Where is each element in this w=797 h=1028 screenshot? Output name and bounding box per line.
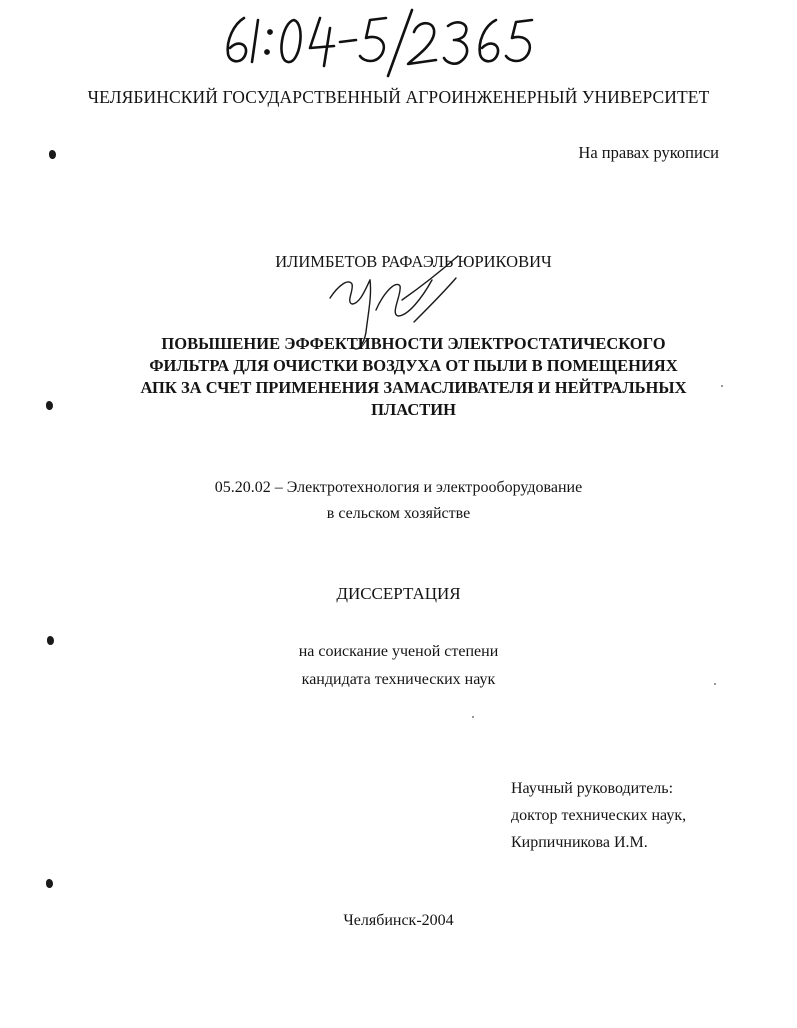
title-line: ПЛАСТИН [371,400,456,419]
scan-speck [721,385,723,387]
university-name: ЧЕЛЯБИНСКИЙ ГОСУДАРСТВЕННЫЙ АГРОИНЖЕНЕРНЫЙ УНИВЕРСИТЕТ [87,87,710,107]
specialty-line-2: в сельском хозяйстве [326,505,471,522]
binding-hole-mark [49,150,56,159]
degree-purpose [0,638,797,694]
document-type: ДИССЕРТАЦИЯ [336,584,461,603]
city-and-year: Челябинск-2004 [343,912,454,929]
manuscript-rights-note: На правах рукописи [578,143,719,162]
scan-speck [472,716,474,718]
binding-hole-mark [46,879,53,888]
title-line: ПОВЫШЕНИЕ ЭФФЕКТИВНОСТИ ЭЛЕКТРОСТАТИЧЕСКОГО [161,334,666,353]
degree-line-1: на соискание ученой степени [298,643,499,660]
title-line: ФИЛЬТРА ДЛЯ ОЧИСТКИ ВОЗДУХА ОТ ПЫЛИ В ПОМЕЩЕНИЯХ [149,356,678,375]
supervisor-label: Научный руководитель: [511,780,674,797]
specialty-code [0,475,797,527]
handwritten-archive-number [214,6,534,78]
supervisor-degree: доктор технических наук, [511,807,687,824]
title-line: АПК ЗА СЧЕТ ПРИМЕНЕНИЯ ЗАМАСЛИВАТЕЛЯ И НЕЙТРАЛЬНЫХ [140,378,687,397]
specialty-line-1: 05.20.02 – Электротехнология и электрооборудование [214,479,583,496]
supervisor-name: Кирпичникова И.М. [511,834,648,851]
binding-hole-mark [47,636,54,645]
degree-line-2: кандидата технических наук [301,671,496,688]
supervisor-block [511,775,686,856]
binding-hole-mark [46,401,53,410]
dissertation-title [80,333,747,421]
scan-speck [714,683,716,685]
author-name: ИЛИМБЕТОВ РАФАЭЛЬ ЮРИКОВИЧ [275,252,552,271]
